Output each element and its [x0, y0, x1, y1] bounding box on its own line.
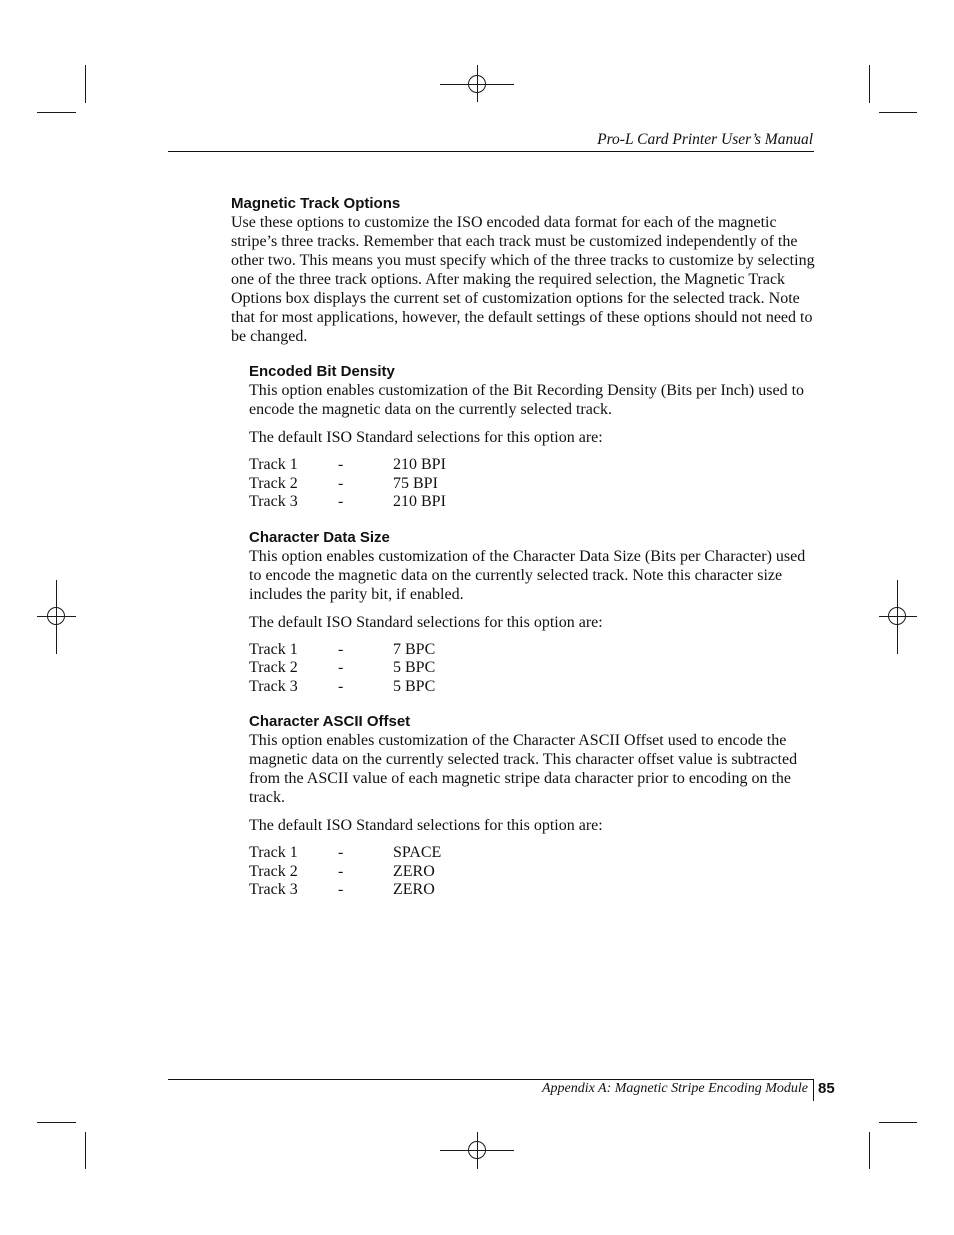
list-item — [249, 678, 821, 697]
running-header: Pro-L Card Printer User’s Manual — [597, 131, 813, 148]
subsection-encoded-bit-density — [249, 362, 821, 512]
list-item — [249, 863, 821, 882]
track-name: Track 2 — [249, 659, 298, 676]
track-separator: - — [338, 659, 344, 676]
track-separator: - — [338, 493, 344, 510]
track-defaults-list — [249, 641, 821, 697]
subsection-body: This option enables customization of the Character ASCII Offset used to encode the magnetic data on the currently selected track. This character offset value is subtracted from the ASCII value of each magnetic stripe data character prior to encoding on the track. — [249, 732, 798, 806]
track-value: 7 BPC — [393, 640, 436, 658]
list-item — [249, 659, 821, 678]
list-item — [249, 456, 821, 475]
list-item — [249, 641, 821, 660]
track-value: 5 BPC — [393, 659, 436, 676]
list-item — [249, 475, 821, 494]
track-value: SPACE — [393, 844, 442, 861]
track-name: Track 3 — [249, 677, 298, 695]
footer-rule — [168, 1079, 814, 1080]
track-name: Track 3 — [249, 493, 298, 510]
track-separator: - — [338, 862, 344, 880]
subsection-heading: Encoded Bit Density — [249, 363, 395, 380]
track-name: Track 1 — [249, 844, 298, 861]
subsection-character-ascii-offset — [249, 712, 821, 900]
track-value: 210 BPI — [393, 456, 446, 473]
track-name: Track 2 — [249, 862, 298, 880]
running-footer: Appendix A: Magnetic Stripe Encoding Module — [541, 1081, 808, 1096]
subsection-heading: Character ASCII Offset — [249, 713, 411, 730]
subsection-heading: Character Data Size — [249, 528, 390, 546]
track-defaults-list — [249, 456, 821, 512]
track-defaults-list — [249, 844, 821, 900]
track-name: Track 1 — [249, 640, 298, 658]
track-value: ZERO — [393, 862, 435, 880]
footer-separator — [813, 1079, 814, 1101]
track-separator: - — [338, 640, 344, 658]
track-separator: - — [338, 881, 344, 898]
track-value: ZERO — [393, 881, 435, 898]
page-number: 85 — [818, 1080, 835, 1097]
track-value: 75 BPI — [393, 474, 438, 492]
track-separator: - — [338, 844, 344, 861]
section-heading: Magnetic Track Options — [231, 195, 401, 212]
header-rule — [168, 151, 814, 152]
defaults-label: The default ISO Standard selections for this option are: — [249, 817, 603, 834]
track-separator: - — [338, 677, 344, 695]
defaults-label: The default ISO Standard selections for this option are: — [249, 429, 603, 446]
subsection-character-data-size — [249, 528, 821, 697]
track-value: 5 BPC — [393, 677, 436, 695]
subsection-body: This option enables customization of the Character Data Size (Bits per Character) used to encode the magnetic data on the currently selected track. Note this character size includes the parity bit, if enabled. — [249, 547, 806, 603]
page-content — [231, 194, 821, 900]
list-item — [249, 844, 821, 863]
section-body: Use these options to customize the ISO encoded data format for each of the magnetic stripe’s three tracks. Remember that each track must be customized independently of the other two. This means you must specify which of the three tracks to customize by selecting one of the three track options. After making the required selection, the Magnetic Track Options box displays the current set of customization options for the selected track. Note that for most applications, however, the default settings of these options should not need to be changed. — [231, 214, 815, 345]
track-value: 210 BPI — [393, 493, 446, 510]
list-item — [249, 493, 821, 512]
defaults-label: The default ISO Standard selections for this option are: — [249, 613, 603, 631]
subsection-body: This option enables customization of the Bit Recording Density (Bits per Inch) used to encode the magnetic data on the currently selected track. — [249, 382, 805, 418]
track-name: Track 1 — [249, 456, 298, 473]
track-separator: - — [338, 474, 344, 492]
list-item — [249, 881, 821, 900]
track-name: Track 2 — [249, 474, 298, 492]
track-name: Track 3 — [249, 881, 298, 898]
track-separator: - — [338, 456, 344, 473]
